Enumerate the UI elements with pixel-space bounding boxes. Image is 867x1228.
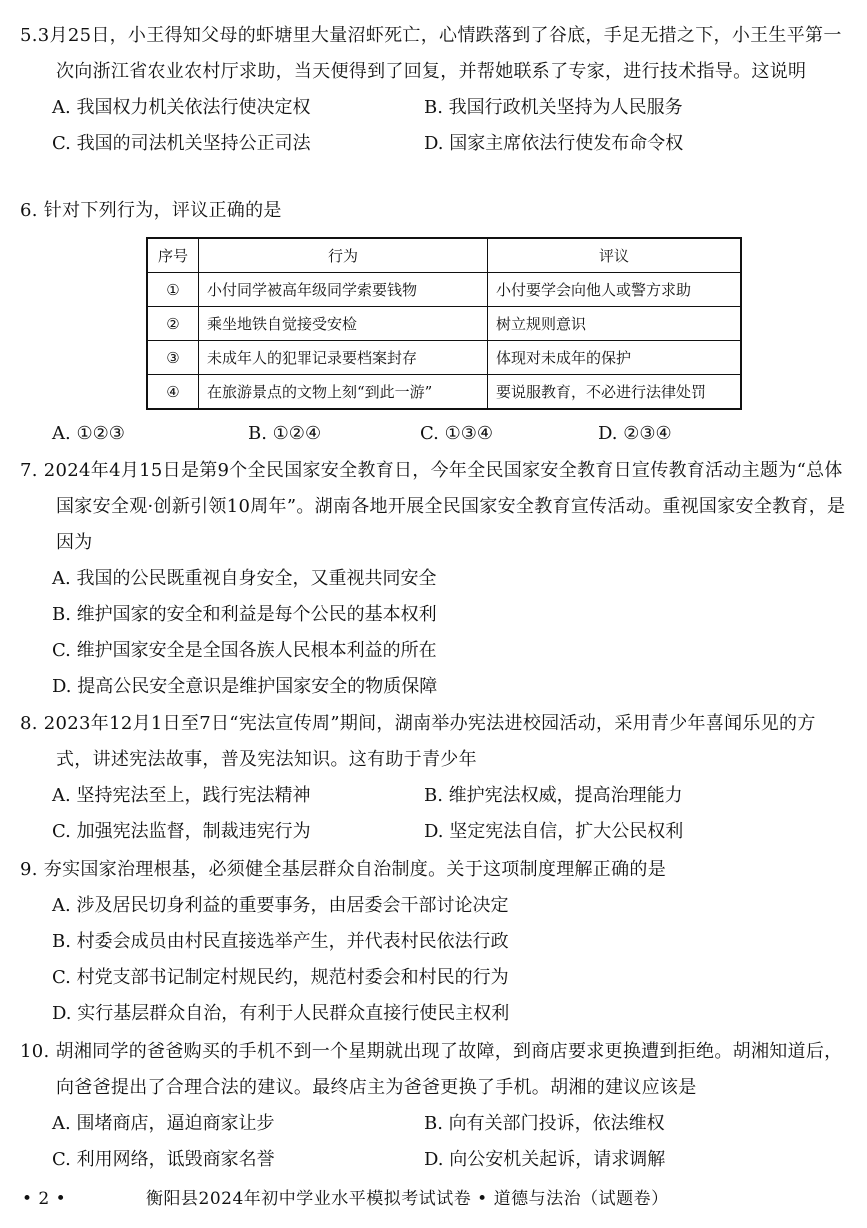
option-d: D. 国家主席依法行使发布命令权 bbox=[424, 133, 684, 154]
question-7 bbox=[20, 453, 850, 705]
exam-title: 衡阳县2024年初中学业水平模拟考试试卷 • 道德与法治（试题卷） bbox=[146, 1189, 669, 1209]
table-cell: 在旅游景点的文物上刻“到此一游” bbox=[199, 375, 488, 410]
option-d: D. ②③④ bbox=[598, 423, 672, 444]
option-d: D. 提高公民安全意识是维护国家安全的物质保障 bbox=[52, 676, 438, 697]
option-a: A. 我国权力机关依法行使决定权 bbox=[52, 97, 311, 118]
question-stem: 10. 胡湘同学的爸爸购买的手机不到一个星期就出现了故障，到商店要求更换遭到拒绝。胡湘知道后，向爸爸提出了合理合法的建议。最终店主为爸爸更换了手机。胡湘的建议应该是 bbox=[20, 1041, 843, 1098]
option-b: B. 我国行政机关坚持为人民服务 bbox=[424, 97, 683, 118]
table-cell: 未成年人的犯罪记录要档案封存 bbox=[199, 341, 488, 375]
option-a: A. 涉及居民切身利益的重要事务，由居委会干部讨论决定 bbox=[52, 895, 509, 916]
option-b: B. 向有关部门投诉，依法维权 bbox=[424, 1113, 665, 1134]
option-a: A. 围堵商店，逼迫商家让步 bbox=[52, 1113, 275, 1134]
table-header: 行为 bbox=[199, 238, 488, 273]
question-stem: 6. 针对下列行为，评议正确的是 bbox=[20, 200, 282, 221]
option-c: C. ①③④ bbox=[420, 423, 493, 444]
table-row bbox=[147, 375, 741, 410]
option-b: B. 维护国家的安全和利益是每个公民的基本权利 bbox=[52, 604, 437, 625]
table-cell: 小付要学会向他人或警方求助 bbox=[488, 273, 742, 307]
options-list bbox=[20, 888, 850, 1032]
table-cell: 小付同学被高年级同学索要钱物 bbox=[199, 273, 488, 307]
question-stem: 7. 2024年4月15日是第9个全民国家安全教育日，今年全民国家安全教育日宣传教育活动主题为“总体国家安全观·创新引领10周年”。湖南各地开展全民国家安全教育宣传活动。重视国家安全教育，是因为 bbox=[20, 460, 846, 553]
option-a: A. 坚持宪法至上，践行宪法精神 bbox=[52, 785, 311, 806]
table-cell: 要说服教育，不必进行法律处罚 bbox=[488, 375, 742, 410]
question-stem: 8. 2023年12月1日至7日“宪法宣传周”期间，湖南举办宪法进校园活动，采用青少年喜闻乐见的方式，讲述宪法故事，普及宪法知识。这有助于青少年 bbox=[20, 713, 816, 770]
question-6 bbox=[20, 193, 850, 229]
options-grid bbox=[20, 778, 850, 850]
table-row bbox=[147, 273, 741, 307]
option-b: B. 村委会成员由村民直接选举产生，并代表村民依法行政 bbox=[52, 931, 509, 952]
option-d: D. 坚定宪法自信，扩大公民权利 bbox=[424, 821, 684, 842]
question-6-options bbox=[20, 416, 850, 452]
table-cell: ② bbox=[147, 307, 199, 341]
table-cell: 树立规则意识 bbox=[488, 307, 742, 341]
question-stem: 9. 夯实国家治理根基，必须健全基层群众自治制度。关于这项制度理解正确的是 bbox=[20, 859, 666, 880]
option-c: C. 维护国家安全是全国各族人民根本利益的所在 bbox=[52, 640, 437, 661]
table-header: 序号 bbox=[147, 238, 199, 273]
options-grid bbox=[20, 90, 850, 162]
table-row bbox=[147, 307, 741, 341]
table-cell: 乘坐地铁自觉接受安检 bbox=[199, 307, 488, 341]
page-number: • 2 • bbox=[22, 1189, 67, 1209]
table-cell: ① bbox=[147, 273, 199, 307]
question-8 bbox=[20, 706, 850, 850]
table-row bbox=[147, 341, 741, 375]
option-c: C. 村党支部书记制定村规民约，规范村委会和村民的行为 bbox=[52, 967, 509, 988]
option-b: B. ①②④ bbox=[248, 423, 322, 444]
options-row bbox=[20, 416, 850, 452]
table-cell: ④ bbox=[147, 375, 199, 410]
options-grid bbox=[20, 1106, 850, 1178]
table-header-row bbox=[147, 238, 741, 273]
option-d: D. 实行基层群众自治，有利于人民群众直接行使民主权利 bbox=[52, 1003, 510, 1024]
question-stem: 5.3月25日，小王得知父母的虾塘里大量沼虾死亡，心情跌落到了谷底，手足无措之下，小王生平第一次向浙江省农业农村厅求助，当天便得到了回复，并帮她联系了专家，进行技术指导。这说明 bbox=[20, 25, 842, 82]
option-c: C. 加强宪法监督，制裁违宪行为 bbox=[52, 821, 311, 842]
table-cell: 体现对未成年的保护 bbox=[488, 341, 742, 375]
question-10 bbox=[20, 1034, 850, 1178]
table-cell: ③ bbox=[147, 341, 199, 375]
question-9 bbox=[20, 852, 850, 1032]
question-5 bbox=[20, 18, 850, 162]
option-c: C. 我国的司法机关坚持公正司法 bbox=[52, 133, 311, 154]
option-a: A. 我国的公民既重视自身安全，又重视共同安全 bbox=[52, 568, 437, 589]
option-a: A. ①②③ bbox=[52, 423, 125, 444]
option-c: C. 利用网络，诋毁商家名誉 bbox=[52, 1149, 275, 1170]
options-list bbox=[20, 561, 850, 705]
table-header: 评议 bbox=[488, 238, 742, 273]
page-footer bbox=[22, 1187, 842, 1211]
evaluation-table bbox=[146, 237, 742, 410]
option-d: D. 向公安机关起诉，请求调解 bbox=[424, 1149, 666, 1170]
option-b: B. 维护宪法权威，提高治理能力 bbox=[424, 785, 683, 806]
